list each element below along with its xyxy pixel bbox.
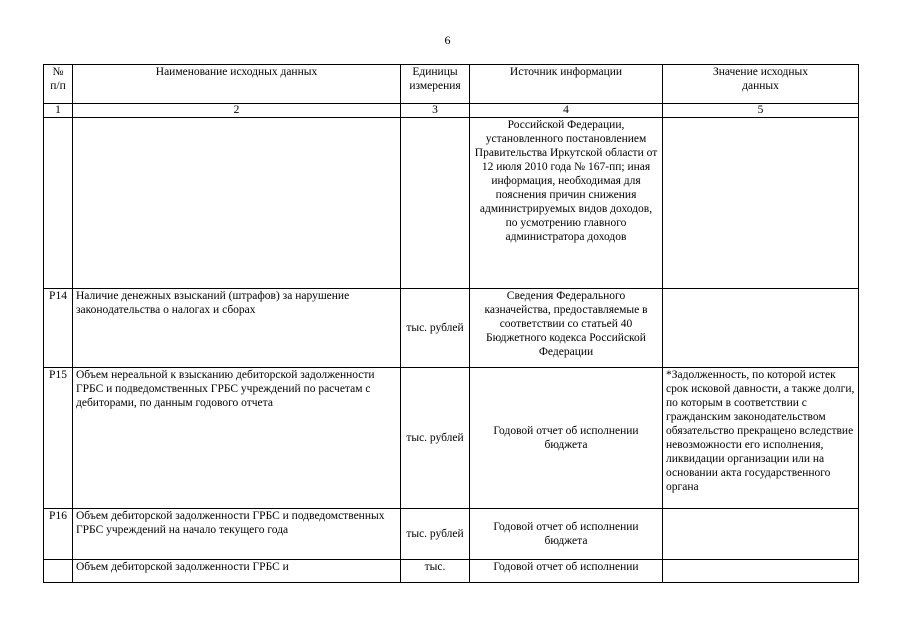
row-source: Годовой отчет об исполнении бюджета: [470, 368, 663, 509]
table-row: [44, 509, 859, 560]
table-row: [44, 289, 859, 368]
column-number-row: [44, 104, 859, 118]
row-value: [663, 289, 859, 368]
row-unit: тыс.: [401, 560, 470, 583]
row-source: Годовой отчет об исполнении: [470, 560, 663, 583]
row-name: Объем нереальной к взысканию дебиторской задолженности ГРБС и подведомственных ГРБС учреждений по расчетам с дебиторами, по данным годового отчета: [73, 368, 401, 509]
header-value: Значение исходных данных: [663, 65, 859, 104]
source-data-table: [43, 64, 859, 583]
header-source: Источник информации: [470, 65, 663, 104]
row-value: [663, 118, 859, 289]
table-row: [44, 560, 859, 583]
row-source: Российской Федерации, установленного постановлением Правительства Иркутской области от 12 июля 2010 года № 167-пп; иная информация, необходимая для пояснения причин снижения администрируемых видов доходов, по усмотрению главного администратора доходов: [470, 118, 663, 289]
page-number: 6: [444, 33, 451, 47]
row-value: [663, 560, 859, 583]
row-unit: тыс. рублей: [401, 289, 470, 368]
table-row: [44, 368, 859, 509]
row-name: Объем дебиторской задолженности ГРБС и подведомственных ГРБС учреждений на начало текущего года: [73, 509, 401, 560]
row-value: [663, 509, 859, 560]
row-number: Р14: [44, 289, 73, 368]
row-number: [44, 118, 73, 289]
header-name: Наименование исходных данных: [73, 65, 401, 104]
table-header-row: [44, 65, 859, 104]
column-number: 1: [44, 104, 73, 118]
row-name: [73, 118, 401, 289]
header-number: № п/п: [44, 65, 73, 104]
column-number: 2: [73, 104, 401, 118]
row-name: Объем дебиторской задолженности ГРБС и: [73, 560, 401, 583]
column-number: 5: [663, 104, 859, 118]
row-unit: тыс. рублей: [401, 368, 470, 509]
row-unit: [401, 118, 470, 289]
header-unit: Единицы измерения: [401, 65, 470, 104]
table-row: [44, 118, 859, 289]
row-source: Сведения Федерального казначейства, предоставляемые в соответствии со статьей 40 Бюджетного кодекса Российской Федерации: [470, 289, 663, 368]
row-number: Р16: [44, 509, 73, 560]
row-value: *Задолженность, по которой истек срок исковой давности, а также долги, по которым в соответствии с гражданским законодательством обязательство прекращено вследствие невозможности его исполнения, ликвидации организации или на основании акта государственного органа: [663, 368, 859, 509]
row-source: Годовой отчет об исполнении бюджета: [470, 509, 663, 560]
row-number: [44, 560, 73, 583]
row-unit: тыс. рублей: [401, 509, 470, 560]
column-number: 3: [401, 104, 470, 118]
row-number: Р15: [44, 368, 73, 509]
column-number: 4: [470, 104, 663, 118]
row-name: Наличие денежных взысканий (штрафов) за нарушение законодательства о налогах и сборах: [73, 289, 401, 368]
